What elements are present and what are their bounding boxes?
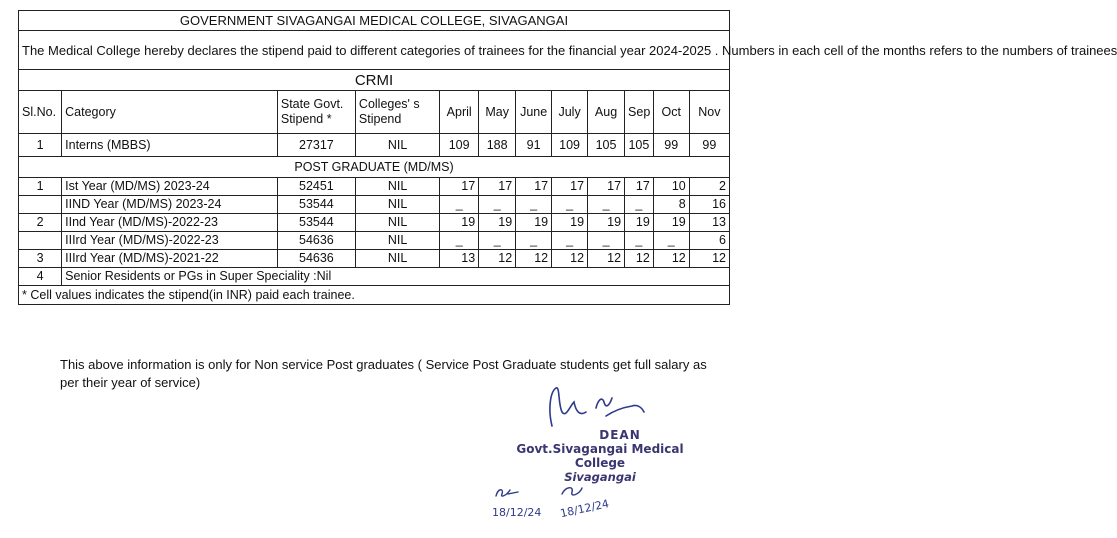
initial-date-2: 18/12/24 [559,497,611,521]
col-college-stipend: Colleges' s Stipend [355,91,439,134]
col-month: Aug [588,91,625,134]
table-row: 1 Ist Year (MD/MS) 2023-24 52451 NIL 17 17 17 17 17 17 10 2 [19,178,730,196]
col-month: July [552,91,588,134]
col-month: June [516,91,552,134]
section-crmi: CRMI [19,70,730,91]
section-post-graduate: POST GRADUATE (MD/MS) [19,157,730,178]
col-month: Sep [625,91,654,134]
stipend-table [18,10,1117,305]
dean-seal [490,428,710,484]
table-row: 2 IInd Year (MD/MS)-2022-23 53544 NIL 19 19 19 19 19 19 19 13 [19,214,730,232]
seal-title: DEAN [599,428,641,442]
initial-signature-icon [556,480,616,524]
col-state-stipend: State Govt. Stipend * [277,91,355,134]
table-row: 3 IIIrd Year (MD/MS)-2021-22 54636 NIL 13 12 12 12 12 12 12 12 [19,250,730,268]
col-category: Category [62,91,278,134]
table-row: IIIrd Year (MD/MS)-2022-23 54636 NIL _ _ _ _ _ _ _ 6 [19,232,730,250]
seal-college: Govt.Sivagangai Medical College [516,442,684,470]
column-header-row [19,91,730,134]
service-note: This above information is only for Non service Post graduates ( Service Post Graduate students get full salary as per their year of service) [60,357,707,390]
table-row-interns: 1 Interns (MBBS) 27317 NIL 109 188 91 109 105 105 99 99 [19,134,730,157]
col-month: April [440,91,479,134]
declaration-text: The Medical College hereby declares the stipend paid to different categories of trainees for the financial year 2024-2025 . Numbers in each cell of the months refers to the numbers of trainees [19,31,730,70]
initial-date-1: 18/12/24 [492,506,542,519]
footnote: * Cell values indicates the stipend(in INR) paid each trainee. [19,286,730,305]
table-row-senior-residents: 4 Senior Residents or PGs in Super Speciality :Nil [19,268,730,286]
col-month: Oct [653,91,689,134]
table-row: IIND Year (MD/MS) 2023-24 53544 NIL _ _ _ _ _ _ 8 16 [19,196,730,214]
col-month: May [479,91,516,134]
dean-signature-icon [540,382,650,434]
initial-signature-icon [488,482,544,522]
seal-place: Sivagangai [564,470,636,484]
stipend-document [18,10,1117,305]
document-title: GOVERNMENT SIVAGANGAI MEDICAL COLLEGE, SIVAGANGAI [19,11,730,31]
col-sl: Sl.No. [19,91,62,134]
col-month: Nov [689,91,729,134]
